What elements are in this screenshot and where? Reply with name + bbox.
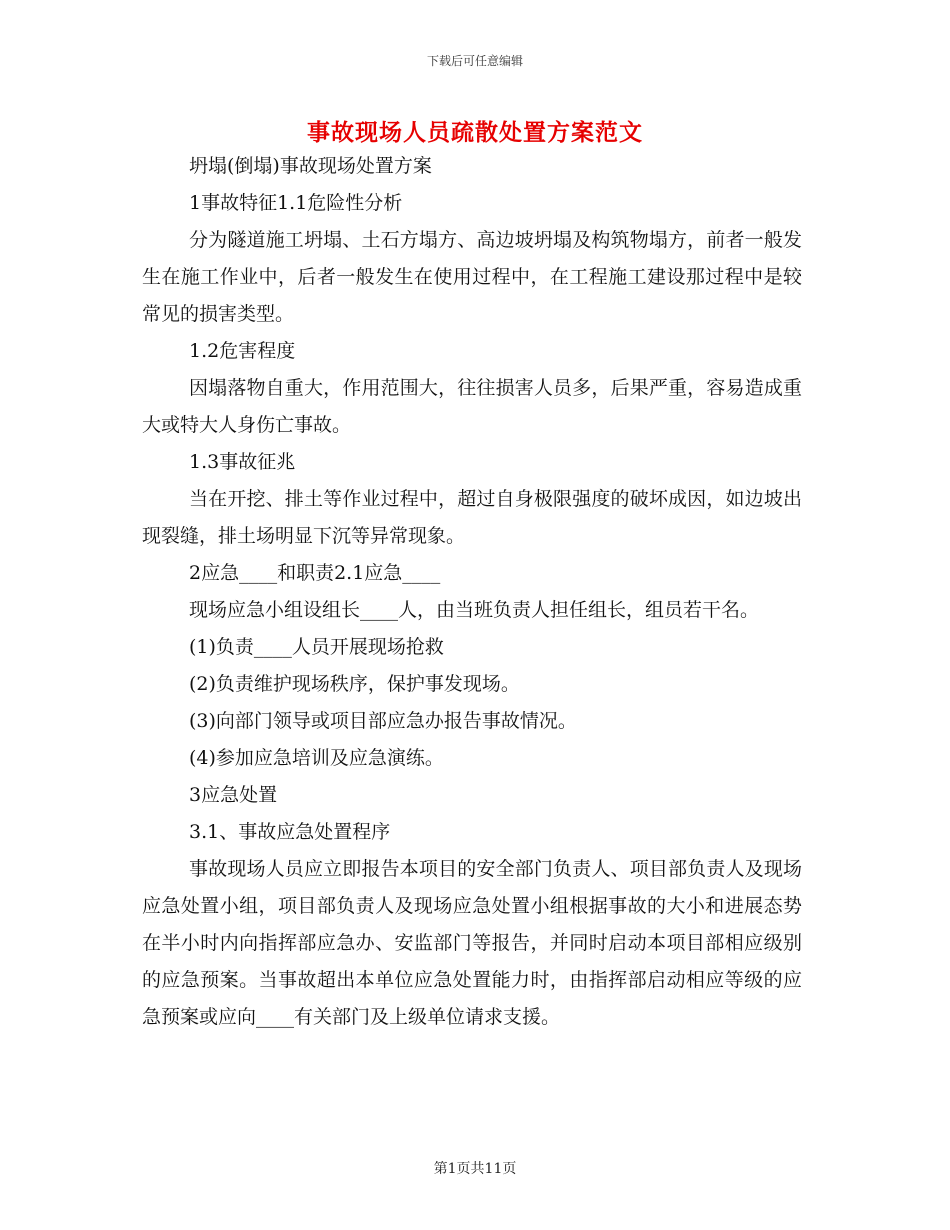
body-paragraph: 现场应急小组设组长____人，由当班负责人担任组长，组员若干名。 bbox=[189, 599, 760, 621]
list-item: (4)参加应急培训及应急演练。 bbox=[189, 747, 444, 769]
section-heading: 1.2危害程度 bbox=[189, 340, 296, 362]
document-body bbox=[142, 148, 802, 1036]
body-line: 坍塌(倒塌)事故现场处置方案 bbox=[189, 155, 432, 177]
body-paragraph: 因塌落物自重大，作用范围大，往往损害人员多，后果严重，容易造成重大或特大人身伤亡事故。 bbox=[142, 377, 802, 436]
header-note: 下载后可任意编辑 bbox=[426, 54, 523, 68]
section-heading: 2应急____和职责2.1应急____ bbox=[189, 562, 441, 584]
section-heading: 1.3事故征兆 bbox=[189, 451, 296, 473]
list-item: (2)负责维护现场秩序，保护事发现场。 bbox=[189, 673, 520, 695]
section-heading: 1事故特征1.1危险性分析 bbox=[189, 192, 403, 214]
body-paragraph: 事故现场人员应立即报告本项目的安全部门负责人、项目部负责人及现场应急处置小组，项目部负责人及现场应急处置小组根据事故的大小和进展态势在半小时内向指挥部应急办、安监部门等报告，并同时启动本项目部相应级别的应急预案。当事故超出本单位应急处置能力时，由指挥部启动相应等级的应急预案或应向____有关部门及上级单位请求支援。 bbox=[142, 858, 802, 1028]
section-heading: 3应急处置 bbox=[189, 784, 278, 806]
document-title: 事故现场人员疏散处置方案范文 bbox=[307, 119, 643, 146]
page-footer: 第1页共11页 bbox=[433, 1161, 517, 1177]
list-item: (1)负责____人员开展现场抢救 bbox=[189, 636, 444, 658]
section-heading: 3.1、事故应急处置程序 bbox=[189, 821, 391, 843]
body-paragraph: 当在开挖、排土等作业过程中，超过自身极限强度的破坏成因，如边坡出现裂缝，排土场明显下沉等异常现象。 bbox=[142, 488, 802, 547]
list-item: (3)向部门领导或项目部应急办报告事故情况。 bbox=[189, 710, 577, 732]
body-paragraph: 分为隧道施工坍塌、土石方塌方、高边坡坍塌及构筑物塌方，前者一般发生在施工作业中，后者一般发生在使用过程中，在工程施工建设那过程中是较常见的损害类型。 bbox=[142, 229, 802, 325]
